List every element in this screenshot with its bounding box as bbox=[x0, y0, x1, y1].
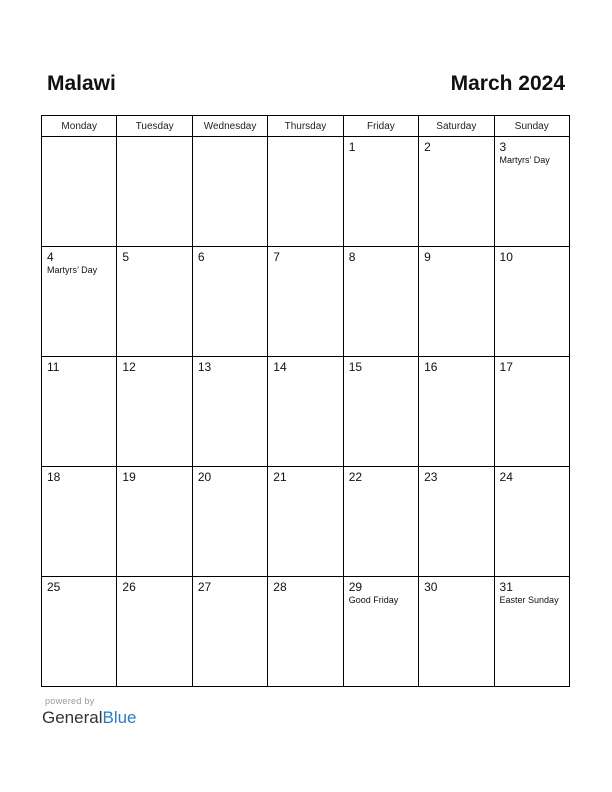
day-cell bbox=[192, 247, 267, 357]
weekday-header-monday: Monday bbox=[42, 116, 117, 137]
day-number: 23 bbox=[424, 470, 438, 484]
day-cell bbox=[343, 137, 418, 247]
month-title: March 2024 bbox=[450, 72, 565, 95]
day-number: 12 bbox=[122, 360, 136, 374]
day-number: 28 bbox=[273, 580, 287, 594]
day-number: 3 bbox=[499, 140, 507, 154]
day-number: 14 bbox=[273, 360, 287, 374]
day-number: 11 bbox=[47, 360, 60, 374]
day-number: 16 bbox=[424, 360, 438, 374]
calendar-grid bbox=[41, 115, 570, 687]
day-number: 17 bbox=[499, 360, 513, 374]
day-number: 25 bbox=[47, 580, 61, 594]
day-number: 1 bbox=[348, 140, 356, 154]
day-cell bbox=[268, 577, 343, 687]
holiday-label: Martyrs’ Day bbox=[47, 265, 98, 275]
day-number: 22 bbox=[348, 470, 363, 484]
day-cell bbox=[42, 577, 117, 687]
day-cell bbox=[343, 247, 418, 357]
day-cell bbox=[494, 247, 569, 357]
day-cell bbox=[268, 357, 343, 467]
day-number: 4 bbox=[47, 250, 54, 264]
weekday-header-saturday: Saturday bbox=[419, 116, 494, 137]
day-cell bbox=[419, 137, 494, 247]
day-cell bbox=[419, 357, 494, 467]
footer-branding bbox=[42, 696, 137, 728]
powered-by-text: powered by bbox=[45, 696, 95, 706]
day-cell bbox=[192, 357, 267, 467]
day-cell bbox=[117, 137, 192, 247]
week-row bbox=[42, 577, 570, 687]
day-number: 18 bbox=[47, 470, 61, 484]
weekday-header-row bbox=[42, 116, 570, 137]
weekday-header-sunday: Sunday bbox=[494, 116, 569, 137]
day-cell bbox=[42, 467, 117, 577]
day-cell bbox=[268, 467, 343, 577]
day-cell bbox=[419, 467, 494, 577]
day-number: 30 bbox=[424, 580, 438, 594]
day-number: 10 bbox=[499, 250, 513, 264]
week-row bbox=[42, 467, 570, 577]
generalblue-logo[interactable] bbox=[42, 708, 137, 728]
day-cell bbox=[117, 467, 192, 577]
day-number: 31 bbox=[499, 580, 513, 594]
day-number: 26 bbox=[122, 580, 136, 594]
day-cell bbox=[494, 357, 569, 467]
day-number: 24 bbox=[499, 470, 513, 484]
day-cell bbox=[117, 247, 192, 357]
day-cell bbox=[419, 247, 494, 357]
day-cell bbox=[494, 467, 569, 577]
day-cell bbox=[494, 137, 569, 247]
weekday-header-thursday: Thursday bbox=[268, 116, 343, 137]
holiday-label: Good Friday bbox=[348, 595, 399, 605]
weekday-header-friday: Friday bbox=[343, 116, 418, 137]
day-cell bbox=[192, 467, 267, 577]
day-cell bbox=[419, 577, 494, 687]
week-row bbox=[42, 357, 570, 467]
day-cell bbox=[343, 467, 418, 577]
day-cell bbox=[42, 357, 117, 467]
day-number: 19 bbox=[122, 470, 136, 484]
day-number: 21 bbox=[273, 470, 287, 484]
day-number: 6 bbox=[197, 250, 205, 264]
weekday-header-wednesday: Wednesday bbox=[192, 116, 267, 137]
holiday-label: Easter Sunday bbox=[499, 595, 559, 605]
brand-general-text: General bbox=[42, 708, 103, 727]
day-number: 27 bbox=[197, 580, 212, 594]
day-cell bbox=[268, 247, 343, 357]
holiday-label: Martyrs’ Day bbox=[499, 155, 550, 165]
day-number: 9 bbox=[424, 250, 431, 264]
day-cell bbox=[117, 357, 192, 467]
day-number: 8 bbox=[348, 250, 356, 264]
brand-blue-text: Blue bbox=[102, 708, 137, 727]
day-number: 5 bbox=[122, 250, 130, 264]
day-number: 20 bbox=[197, 470, 212, 484]
weekday-header-tuesday: Tuesday bbox=[117, 116, 192, 137]
day-cell bbox=[343, 577, 418, 687]
day-number: 7 bbox=[273, 250, 280, 264]
day-cell bbox=[42, 247, 117, 357]
day-cell bbox=[268, 137, 343, 247]
day-cell bbox=[343, 357, 418, 467]
country-title: Malawi bbox=[47, 72, 116, 95]
day-number: 15 bbox=[348, 360, 363, 374]
day-cell bbox=[42, 137, 117, 247]
week-row bbox=[42, 137, 570, 247]
day-cell bbox=[192, 137, 267, 247]
week-row bbox=[42, 247, 570, 357]
day-number: 29 bbox=[348, 580, 363, 594]
day-number: 2 bbox=[424, 140, 431, 154]
day-cell bbox=[117, 577, 192, 687]
day-number: 13 bbox=[197, 360, 212, 374]
day-cell bbox=[494, 577, 569, 687]
day-cell bbox=[192, 577, 267, 687]
